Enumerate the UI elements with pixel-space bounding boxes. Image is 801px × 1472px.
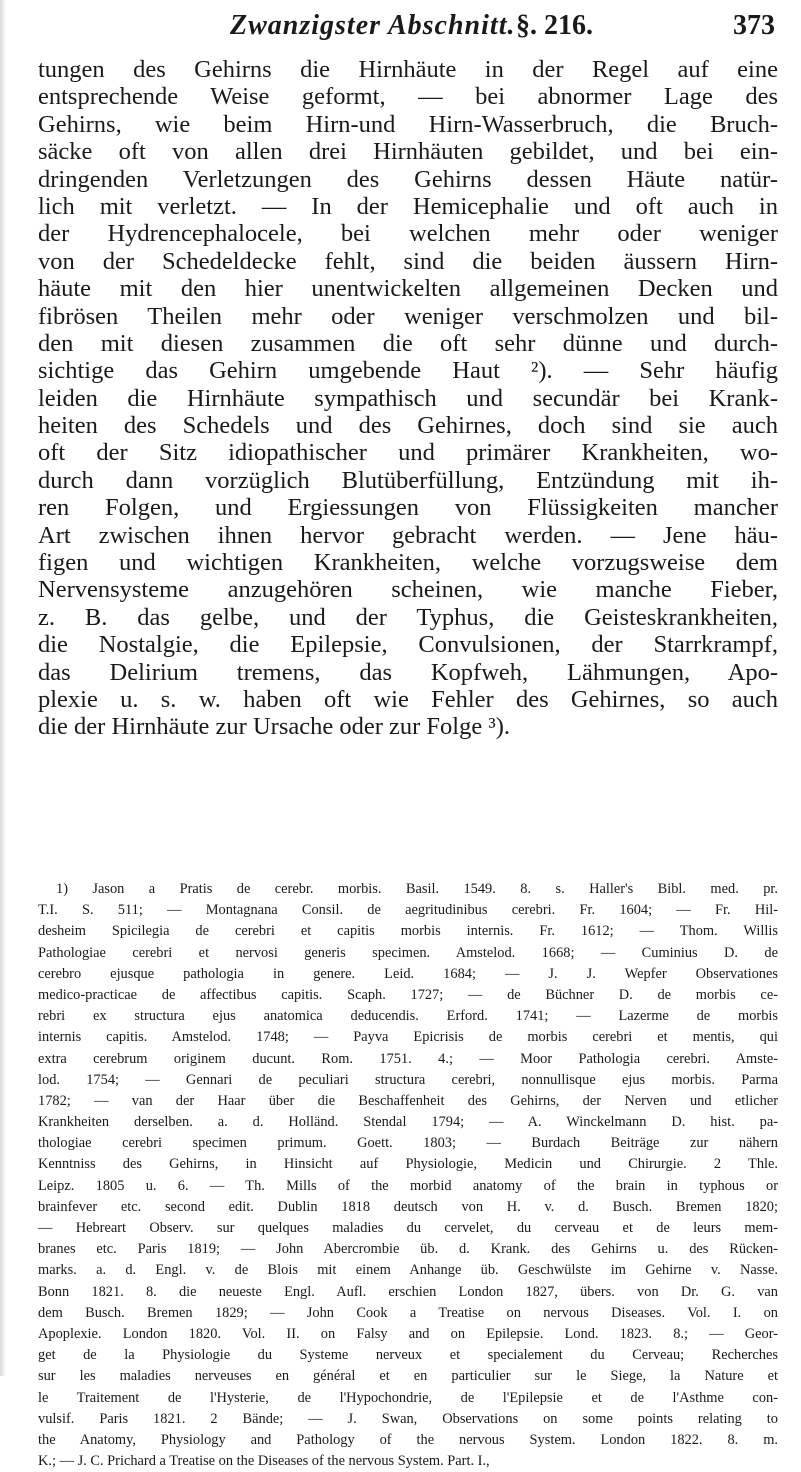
footnote-line: thologiae cerebri specimen primum. Goett. 1803; — Burdach Beiträge zur nähern: [38, 1135, 778, 1152]
text-line: sichtige das Gehirn umgebende Haut ²). — Sehr häufig: [38, 357, 778, 385]
footnote-line: cerebro ejusque pathologia in genere. Leid. 1684; — J. J. Wepfer Observationes: [38, 965, 778, 982]
footnote-line: internis capitis. Amstelod. 1748; — Payva Epicrisis de morbis cerebri et mentis, qui: [38, 1029, 778, 1046]
text-line: durch dann vorzüglich Blutüberfüllung, Entzündung mit ih-: [38, 466, 778, 494]
footnote-line: 1) Jason a Pratis de cerebr. morbis. Basil. 1549. 8. s. Haller's Bibl. med. pr.: [56, 881, 778, 897]
footnote-line: sur les maladies nerveuses en général et en particulier sur le Siege, la Nature et: [38, 1368, 778, 1385]
footnote-line: extra cerebrum originem ducunt. Rom. 1751. 4.; — Moor Pathologia cerebri. Amste-: [38, 1050, 778, 1067]
footnote-line: le Traitement de l'Hysterie, de l'Hypochondrie, de l'Epilepsie et de l'Asthme con-: [38, 1389, 778, 1406]
footnote-line: get de la Physiologie du Systeme nerveux et specialement du Cerveau; Recherches: [38, 1347, 778, 1364]
text-line: Nervensysteme anzugehören scheinen, wie manche Fieber,: [38, 576, 778, 604]
page-number: 373: [733, 10, 775, 41]
footnote-line: marks. a. d. Engl. v. de Blois mit einem Anhange üb. Geschwülste im Gehirne v. Nasse.: [38, 1262, 778, 1279]
footnote-line: T.I. S. 511; — Montagnana Consil. de aegritudinibus cerebri. Fr. 1604; — Fr. Hil-: [38, 902, 778, 919]
text-line: der Hydrencephalocele, bei welchen mehr oder weniger: [38, 220, 778, 248]
footnote-line: brainfever etc. second edit. Dublin 1818 deutsch von H. v. d. Busch. Bremen 1820;: [38, 1198, 778, 1215]
footnote-line: Pathologiae cerebri et nervosi generis specimen. Amstelod. 1668; — Cuminius D. de: [38, 944, 778, 961]
text-line: figen und wichtigen Krankheiten, welche vorzugsweise dem: [38, 549, 778, 577]
chapter-title: Zwanzigster Abschnitt.: [230, 10, 516, 41]
main-text: [38, 56, 778, 741]
footnote-line: lod. 1754; — Gennari de peculiari structura cerebri, nonnullisque ejus morbis. Parma: [38, 1071, 778, 1088]
footnote-line: — Hebreart Observ. sur quelques maladies du cervelet, du cerveau et de leurs mem-: [38, 1220, 778, 1236]
text-line: oft der Sitz idiopathischer und primärer Krankheiten, wo-: [38, 439, 778, 467]
text-line: lich mit verletzt. — In der Hemicephalie und oft auch in: [38, 192, 778, 220]
text-line: die der Hirnhäute zur Ursache oder zur Folge ³).: [38, 713, 510, 741]
footnote-line: desheim Spicilegia de cerebri et capitis morbis internis. Fr. 1612; — Thom. Willis: [38, 923, 778, 940]
text-line: fibrösen Theilen mehr oder weniger verschmolzen und bil-: [38, 302, 778, 330]
text-line: häute mit den hier unentwickelten allgemeinen Decken und: [38, 275, 778, 303]
text-line: z. B. das gelbe, und der Typhus, die Geisteskrankheiten,: [38, 603, 778, 631]
footnote-line: Bonn 1821. 8. die neueste Engl. Aufl. erschien London 1827, übers. von Dr. G. van: [38, 1283, 778, 1300]
footnote-line: Apoplexie. London 1820. Vol. II. on Falsy and on Epilepsie. Lond. 1823. 8.; — Geor-: [38, 1325, 778, 1342]
footnote-line: the Anatomy, Physiology and Pathology of the nervous System. London 1822. 8. m.: [38, 1431, 778, 1448]
footnote-line: Leipz. 1805 u. 6. — Th. Mills of the morbid anatomy of the brain in typhous or: [38, 1177, 778, 1194]
footnote-line: 1782; — van der Haar über die Beschaffenheit des Gehirns, der Nerven und etlicher: [38, 1092, 778, 1109]
text-line: die Nostalgie, die Epilepsie, Convulsionen, der Starrkrampf,: [38, 631, 778, 659]
text-line: Art zwischen ihnen hervor gebracht werden. — Jene häu-: [38, 521, 778, 549]
text-line: Gehirns, wie beim Hirn-und Hirn-Wasserbruch, die Bruch-: [38, 110, 778, 138]
text-line: von der Schedeldecke fehlt, sind die beiden äussern Hirn-: [38, 247, 778, 275]
text-line: tungen des Gehirns die Hirnhäute in der Regel auf eine: [38, 56, 778, 83]
footnote-line: dem Busch. Bremen 1829; — John Cook a Treatise on nervous Diseases. Vol. I. on: [38, 1304, 778, 1321]
footnote-line: K.; — J. C. Prichard a Treatise on the Diseases of the nervous System. Part. I.,: [38, 1453, 490, 1470]
footnotes: [38, 879, 778, 1472]
text-line: plexie u. s. w. haben oft wie Fehler des Gehirnes, so auch: [38, 685, 778, 713]
text-line: ren Folgen, und Ergiessungen von Flüssigkeiten mancher: [38, 494, 778, 522]
footnote-line: Krankheiten derselben. a. d. Holländ. Stendal 1794; — A. Winckelmann D. hist. pa-: [38, 1114, 778, 1131]
page-gutter-shadow: [0, 0, 6, 1376]
running-head: [230, 10, 775, 44]
footnote-line: branes etc. Paris 1819; — John Abercrombie üb. d. Krank. des Gehirns u. des Rücken-: [38, 1241, 778, 1258]
text-line: entsprechende Weise geformt, — bei abnormer Lage des: [38, 83, 778, 111]
footnote-line: rebri ex structura ejus anatomica deducendis. Erford. 1741; — Lazerme de morbis: [38, 1008, 778, 1025]
footnote-line: medico-practicae de affectibus capitis. Scaph. 1727; — de Büchner D. de morbis ce-: [38, 986, 778, 1003]
text-line: den mit diesen zusammen die oft sehr dünne und durch-: [38, 329, 778, 357]
text-line: leiden die Hirnhäute sympathisch und secundär bei Krank-: [38, 384, 778, 412]
footnote-line: Kenntniss des Gehirns, in Hinsicht auf Physiologie, Medicin und Chirurgie. 2 Thle.: [38, 1156, 778, 1173]
footnote-line: vulsif. Paris 1821. 2 Bände; — J. Swan, Observations on some points relating to: [38, 1410, 778, 1427]
section-number: §. 216.: [516, 10, 593, 41]
text-line: das Delirium tremens, das Kopfweh, Lähmungen, Apo-: [38, 658, 778, 686]
text-line: dringenden Verletzungen des Gehirns dessen Häute natür-: [38, 165, 778, 193]
text-line: säcke oft von allen drei Hirnhäuten gebildet, und bei ein-: [38, 138, 778, 166]
text-line: heiten des Schedels und des Gehirnes, doch sind sie auch: [38, 412, 778, 440]
